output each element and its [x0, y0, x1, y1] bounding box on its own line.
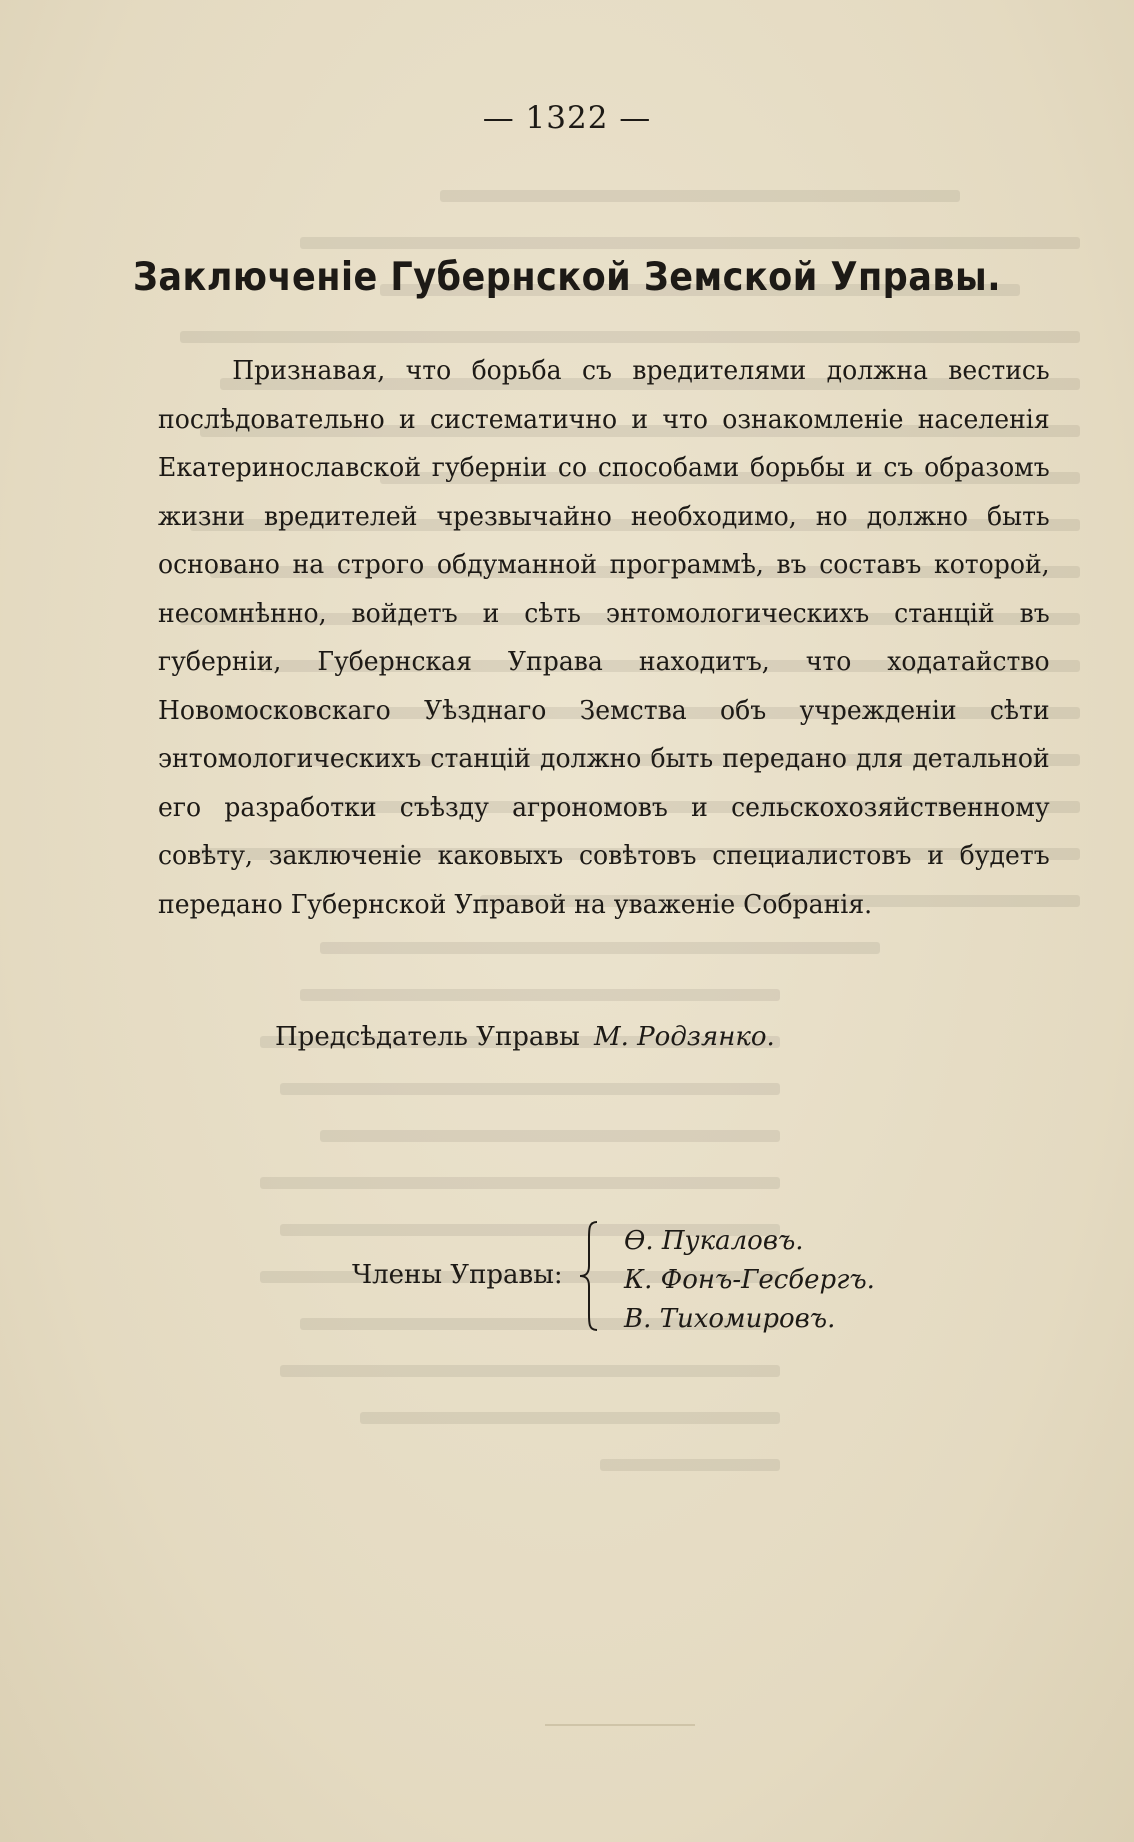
chairman-signature: М. Родзянко. [594, 1022, 775, 1052]
members-label: Члены Управы: [352, 1260, 563, 1290]
curly-brace-icon [577, 1220, 601, 1332]
members-list [624, 1222, 875, 1339]
chairman-label: Предсѣдатель Управы [275, 1022, 580, 1052]
section-title: Заключеніе Губернской Земской Управы. [132, 255, 1002, 300]
chairman-signature-line [275, 1022, 775, 1052]
member-name: Ѳ. Пукаловъ. [624, 1226, 804, 1256]
faint-rule [545, 1724, 695, 1726]
page-number: — 1322 — [482, 100, 652, 136]
body-paragraph: Признавая, что борьба съ вредителями должна вестись послѣдовательно и систематично и что ознакомленіе населенія Екатеринославской губерніи со способами борьбы и съ образомъ жизни вредителей чрезвычайно необходимо, но должно быть основано на строго обдуманной программѣ, въ составъ которой, несомнѣнно, войдетъ и сѣть энтомологическихъ станцій въ губерніи, Губернская Управа находитъ, что ходатайство Новомосковскаго Уѣзднаго Земства объ учрежденіи сѣти энтомологическихъ станцій должно быть передано для детальной его разработки съѣзду агрономовъ и сельскохозяйственному совѣту, заключеніе каковыхъ совѣтовъ специалистовъ и будетъ передано Губернской Управой на уваженіе Собранія. [158, 356, 1050, 920]
member-name: В. Тихомировъ. [624, 1304, 836, 1334]
member-name: К. Фонъ-Гесбергъ. [624, 1265, 875, 1295]
